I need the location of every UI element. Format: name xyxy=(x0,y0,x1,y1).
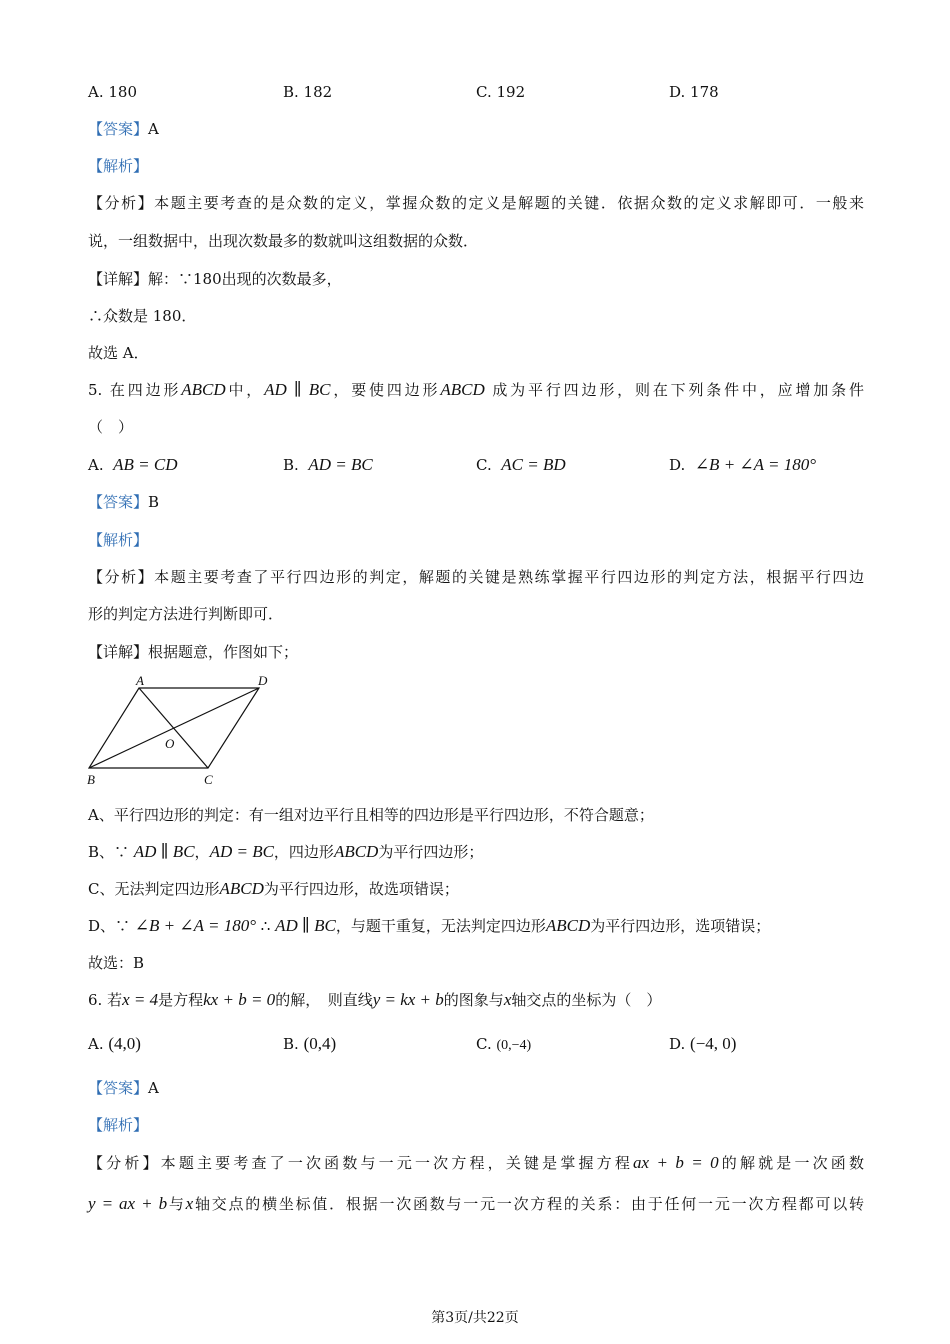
fenxi-text: 的解就是一次函数 xyxy=(718,1154,864,1172)
q4-analysis-tag: 【解析】 xyxy=(88,157,149,175)
parallelogram-figure xyxy=(84,673,284,791)
option-label: B. xyxy=(283,456,299,474)
judge-math: AD = BC xyxy=(209,842,274,861)
fenxi-text: 本题主要考查了一次函数与一元一次方程，关键是掌握方程 xyxy=(160,1154,633,1172)
q4-answer-line xyxy=(88,119,159,139)
q6-stem-text: 轴交点的坐标为（ ） xyxy=(511,991,662,1009)
q4-xiangjie-line-1 xyxy=(88,269,342,289)
judge-text: 为平行四边形，故选项错误； xyxy=(263,880,459,898)
judge-math: ABCD xyxy=(219,879,264,898)
q5-stem-text: 5. 在四边形 xyxy=(88,381,182,399)
q6-stem-math: y = kx + b xyxy=(372,990,444,1009)
fenxi-tag: 【分析】 xyxy=(88,194,155,212)
fenxi-math: x xyxy=(185,1194,194,1213)
option-expr: ∠B + ∠A = 180° xyxy=(694,455,817,474)
q5-option-d xyxy=(669,455,816,475)
option-label: A. xyxy=(88,1035,104,1053)
page-number-footer: 第3页/共22页 xyxy=(431,1310,519,1326)
xiangjie-text: 根据题意，作图如下； xyxy=(148,643,299,661)
option-label: C. xyxy=(476,456,492,474)
q5-stem-math: AD ∥ BC xyxy=(264,380,331,399)
judge-text: 为平行四边形，选项错误； xyxy=(590,917,771,935)
fenxi-text: 与 xyxy=(167,1195,186,1213)
judge-text: 为平行四边形； xyxy=(378,843,484,861)
answer-tag: 【答案】 xyxy=(88,493,149,511)
q5-option-a xyxy=(88,455,178,475)
q4-option-c: C. 192 xyxy=(476,83,526,101)
q6-stem-text: 的解， 则直线 xyxy=(275,991,373,1009)
q5-judge-d xyxy=(88,916,770,936)
q5-answer-line xyxy=(88,492,159,512)
fenxi-tag: 【分析】 xyxy=(88,568,155,586)
answer-tag: 【答案】 xyxy=(88,1079,149,1097)
fenxi-math: ax + b = 0 xyxy=(632,1153,719,1172)
q6-stem-text: 是方程 xyxy=(158,991,204,1009)
option-expr: AB = CD xyxy=(113,455,178,474)
q6-fenxi-line-1 xyxy=(88,1153,864,1173)
q6-fenxi-line-2 xyxy=(88,1194,864,1214)
judge-text: C、无法判定四边形 xyxy=(88,880,220,898)
answer-value: B xyxy=(148,493,160,511)
q6-stem-text: 的图象与 xyxy=(443,991,504,1009)
q4-choose: 故选 A． xyxy=(88,344,149,362)
q4-fenxi-line-1 xyxy=(88,193,864,213)
q4-xiangjie-line-2: ∴众数是 180． xyxy=(88,307,197,325)
q6-answer-line xyxy=(88,1078,159,1098)
xiangjie-tag: 【详解】 xyxy=(88,270,149,288)
option-label: D. xyxy=(669,456,686,474)
q5-stem-math: ABCD xyxy=(181,380,226,399)
xiangjie-text: 解：∵180出现的次数最多， xyxy=(148,270,342,288)
q5-stem-text: 中， xyxy=(225,381,265,399)
answer-tag: 【答案】 xyxy=(88,120,149,138)
q6-stem-math: kx + b = 0 xyxy=(203,990,276,1009)
q5-option-b xyxy=(283,455,373,475)
q4-fenxi-line-2: 说，一组数据中，出现次数最多的数就叫这组数据的众数． xyxy=(88,232,479,250)
q5-stem-text: ，要使四边形 xyxy=(330,381,441,399)
judge-math: ∠B + ∠A = 180° xyxy=(134,916,256,935)
judge-math: AD ∥ BC xyxy=(133,842,195,861)
q5-stem-math: ABCD xyxy=(440,380,485,399)
fenxi-math: y = ax + b xyxy=(88,1194,168,1213)
q5-judge-c xyxy=(88,879,459,899)
fenxi-text: 轴交点的横坐标值．根据一次函数与一元一次方程的关系：由于任何一元一次方程都可以转 xyxy=(193,1195,864,1213)
label-d: D xyxy=(258,673,268,688)
label-a: A xyxy=(136,673,144,688)
option-label: D. xyxy=(669,1035,686,1053)
judge-math: ABCD xyxy=(333,842,379,861)
fenxi-text: 本题主要考查了平行四边形的判定，解题的关键是熟练掌握平行四边形的判定方法，根据平行四边 xyxy=(154,568,864,586)
q6-stem-text: 6. 若 xyxy=(88,991,123,1009)
judge-math: AD ∥ BC xyxy=(275,916,336,935)
q5-stem-line-2: （ ） xyxy=(88,418,134,436)
option-label: B. xyxy=(283,1035,299,1053)
label-c: C xyxy=(204,772,213,787)
q5-fenxi-line-1 xyxy=(88,567,864,587)
judge-text: ∴ xyxy=(256,917,276,935)
q4-option-b: B. 182 xyxy=(283,83,333,101)
label-o: O xyxy=(165,736,175,751)
q5-option-c xyxy=(476,455,566,475)
q6-option-a xyxy=(88,1034,141,1054)
option-expr: (0,−4) xyxy=(496,1038,532,1053)
answer-value: A xyxy=(148,120,159,138)
answer-value: A xyxy=(148,1079,159,1097)
option-label: C. xyxy=(476,1035,492,1053)
q6-stem xyxy=(88,990,661,1010)
q5-analysis-tag: 【解析】 xyxy=(88,531,149,549)
option-expr: AC = BD xyxy=(501,455,566,474)
option-expr: (−4, 0) xyxy=(690,1034,737,1053)
q4-option-a: A. 180 xyxy=(88,83,137,101)
q6-option-d xyxy=(669,1034,736,1054)
q6-analysis-tag: 【解析】 xyxy=(88,1116,149,1134)
xiangjie-tag: 【详解】 xyxy=(88,643,149,661)
q6-stem-math: x xyxy=(503,990,512,1009)
judge-math: ABCD xyxy=(545,916,591,935)
q5-fenxi-line-2: 形的判定方法进行判断即可． xyxy=(88,605,284,623)
q6-stem-math: x = 4 xyxy=(122,990,159,1009)
option-label: A. xyxy=(88,456,104,474)
fenxi-tag: 【分析】 xyxy=(88,1154,161,1172)
q5-stem-text: 成为平行四边形，则在下列条件中，应增加条件 xyxy=(492,381,864,399)
fenxi-text: 本题主要考查的是众数的定义，掌握众数的定义是解题的关键．依据众数的定义求解即可．一般来 xyxy=(154,194,864,212)
judge-text: ，四边形 xyxy=(273,843,334,861)
label-b: B xyxy=(87,772,95,787)
q6-option-b xyxy=(283,1034,336,1054)
q4-option-d: D. 178 xyxy=(669,83,719,101)
judge-text: ，与题干重复，无法判定四边形 xyxy=(335,917,546,935)
q5-judge-a: A、平行四边形的判定：有一组对边平行且相等的四边形是平行四边形，不符合题意； xyxy=(88,806,654,824)
q6-option-c xyxy=(476,1034,531,1056)
q5-xiangjie-line-1 xyxy=(88,642,298,662)
q5-judge-b xyxy=(88,842,483,862)
option-expr: (4,0) xyxy=(108,1034,141,1053)
option-expr: AD = BC xyxy=(308,455,373,474)
q5-stem-line-1 xyxy=(88,380,864,400)
judge-text: ， xyxy=(194,843,210,861)
judge-text: B、∵ xyxy=(88,843,134,861)
q5-choose: 故选：B xyxy=(88,954,145,972)
option-expr: (0,4) xyxy=(303,1034,337,1053)
judge-text: D、∵ xyxy=(88,917,135,935)
